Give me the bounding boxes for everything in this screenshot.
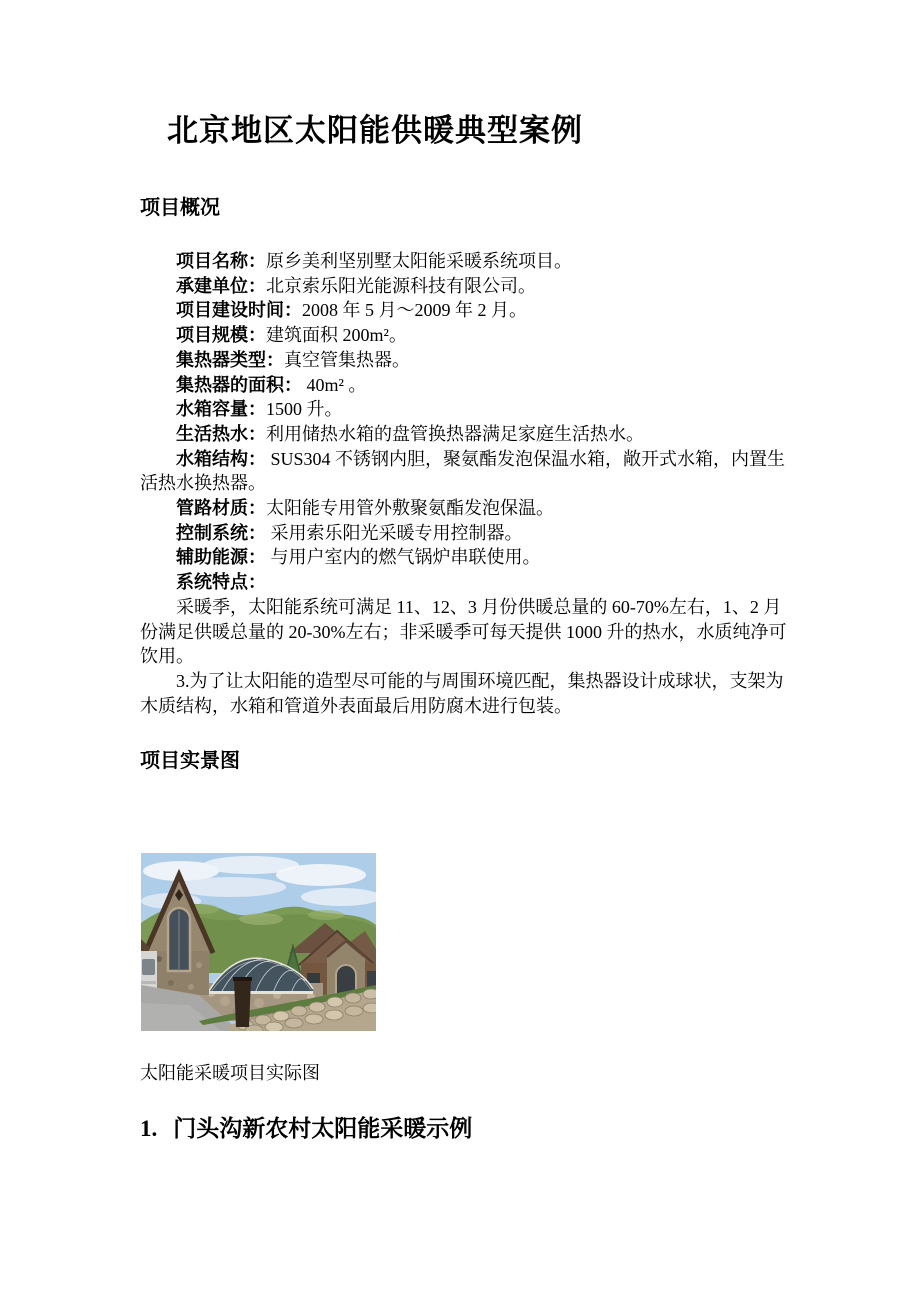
field-label: 管路材质： (176, 498, 266, 519)
field-value: 太阳能专用管外敷聚氨酯发泡保温。 (266, 498, 554, 519)
field-label: 集热器的面积： (176, 374, 302, 395)
field-label: 辅助能源： (176, 547, 266, 568)
field-label: 项目建设时间： (176, 300, 302, 321)
paragraph-design-shape: 3.为了让太阳能的造型尽可能的与周围环境匹配，集热器设计成球状，支架为木质结构，水箱和管道外表面最后用防腐木进行包装。 (140, 670, 784, 716)
page-title: 北京地区太阳能供暖典型案例 (167, 113, 583, 148)
section-title: 门头沟新农村太阳能采暖示例 (173, 1116, 473, 1141)
field-label: 系统特点： (176, 572, 266, 593)
field-value: 2008 年 5 月～2009 年 2 月。 (302, 300, 527, 321)
project-photo-illustration (141, 853, 376, 1031)
field-project-name (140, 249, 796, 274)
field-value: SUS304 不锈钢内胆，聚氨酯发泡保温水箱，敞开式水箱，内置生活热水换热器。 (140, 448, 786, 494)
section-number: 1. (140, 1116, 158, 1141)
field-value: 建筑面积 200m²。 (266, 325, 407, 346)
field-tank-structure (140, 447, 796, 496)
field-label: 项目规模： (176, 325, 266, 346)
field-label: 集热器类型： (176, 349, 284, 370)
field-value: 原乡美利坚别墅太阳能采暖系统项目。 (266, 251, 572, 271)
project-photo (141, 853, 376, 1031)
field-label: 项目名称： (176, 251, 266, 271)
field-contractor (140, 274, 796, 299)
section-1-heading (140, 1110, 472, 1143)
field-pipe-material (140, 496, 796, 521)
field-scale (140, 323, 796, 348)
field-value: 真空管集热器。 (284, 349, 410, 370)
photo-caption: 太阳能采暖项目实际图 (140, 1063, 320, 1083)
field-auxiliary-energy (140, 545, 796, 570)
field-system-features (140, 570, 796, 595)
field-collector-type (140, 348, 796, 373)
field-value: 北京索乐阳光能源科技有限公司。 (266, 275, 536, 296)
field-label: 水箱容量： (176, 399, 266, 420)
field-build-time (140, 298, 796, 323)
field-control-system (140, 521, 796, 546)
overview-body (140, 249, 796, 718)
paragraph-heating-season: 采暖季，太阳能系统可满足 11、12、3 月份供暖总量的 60-70%左右，1、2 月份满足供暖总量的 20-30%左右；非采暖季可每天提供 1000 升的热水，水质纯净可饮用。 (140, 596, 787, 667)
field-value: 采用索乐阳光采暖专用控制器。 (266, 522, 523, 543)
photos-heading: 项目实景图 (140, 750, 240, 772)
field-tank-capacity (140, 397, 796, 422)
field-value: 40m² 。 (302, 374, 367, 395)
field-value: 1500 升。 (266, 399, 343, 420)
field-label: 生活热水： (176, 423, 266, 444)
field-collector-area (140, 373, 796, 398)
field-label: 控制系统： (176, 522, 266, 543)
field-value: 与用户室内的燃气锅炉串联使用。 (266, 547, 541, 568)
field-value: 利用储热水箱的盘管换热器满足家庭生活热水。 (266, 423, 644, 444)
field-label: 承建单位： (176, 275, 266, 296)
overview-heading: 项目概况 (140, 197, 220, 219)
field-label: 水箱结构： (176, 448, 266, 469)
field-domestic-hot-water (140, 422, 796, 447)
